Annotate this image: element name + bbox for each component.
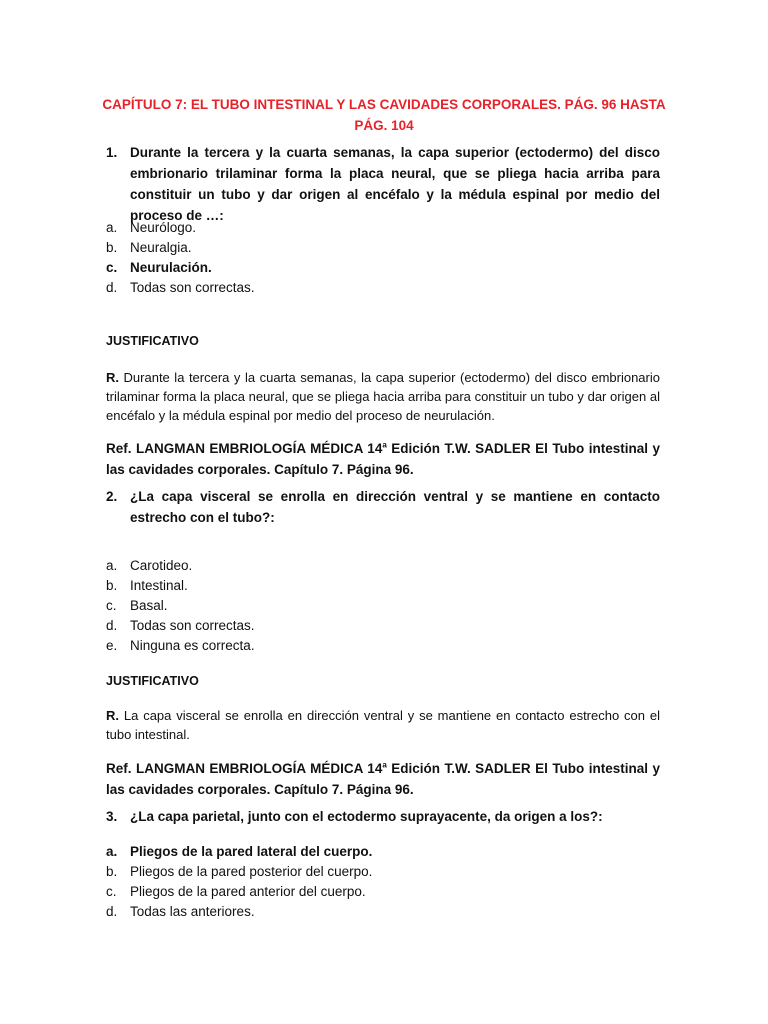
option-item	[106, 862, 650, 882]
option-letter: d.	[106, 280, 118, 295]
reference-text-a: Ref. LANGMAN EMBRIOLOGÍA MÉDICA 14	[106, 441, 383, 456]
option-text: Intestinal.	[130, 578, 188, 593]
option-letter: b.	[106, 240, 118, 255]
option-letter: a.	[106, 558, 118, 573]
option-text: Pliegos de la pared anterior del cuerpo.	[130, 884, 366, 899]
option-text: Todas son correctas.	[130, 280, 255, 295]
answer-prefix: R.	[106, 370, 119, 385]
option-text: Ninguna es correcta.	[130, 638, 255, 653]
reference-superscript: a	[382, 440, 387, 450]
answer-prefix: R.	[106, 708, 119, 723]
option-letter: a.	[106, 844, 118, 859]
option-text: Neurólogo.	[130, 220, 197, 235]
option-item	[106, 218, 650, 238]
option-item	[106, 576, 650, 596]
option-text: Todas las anteriores.	[130, 904, 255, 919]
answer-1	[106, 368, 660, 425]
question-text: ¿La capa visceral se enrolla en dirección ventral y se mantiene en contacto estrecho con el tubo?:	[130, 489, 660, 525]
question-number: 2.	[106, 489, 118, 504]
question-3	[106, 806, 660, 827]
option-text: Pliegos de la pared lateral del cuerpo.	[130, 844, 373, 859]
option-text: Todas son correctas.	[130, 618, 255, 633]
options-list-3	[106, 842, 650, 922]
question-text: Durante la tercera y la cuarta semanas, la capa superior (ectodermo) del disco embrionario trilaminar forma la placa neural, que se pliega hacia arriba para constituir un tubo y dar origen al encéfalo y la médula espinal por medio del proceso de …:	[130, 145, 660, 223]
option-item	[106, 596, 650, 616]
justification-label: JUSTIFICATIVO	[106, 334, 199, 348]
options-list-1	[106, 218, 650, 298]
option-text: Pliegos de la pared posterior del cuerpo.	[130, 864, 373, 879]
reference-text-b: Edición T.W. SADLER El Tubo intestinal y las cavidades corporales. Capítulo 7. Página 96.	[106, 441, 660, 477]
option-item	[106, 902, 650, 922]
option-text: Carotideo.	[130, 558, 193, 573]
answer-text: La capa visceral se enrolla en dirección ventral y se mantiene en contacto estrecho con el tubo intestinal.	[106, 708, 660, 742]
option-text: Basal.	[130, 598, 168, 613]
option-item	[106, 616, 650, 636]
option-letter: c.	[106, 598, 117, 613]
question-1	[106, 142, 660, 226]
option-letter: b.	[106, 578, 118, 593]
question-text: ¿La capa parietal, junto con el ectodermo suprayacente, da origen a los?:	[130, 809, 603, 824]
option-letter: c.	[106, 884, 117, 899]
option-item	[106, 556, 650, 576]
option-letter: b.	[106, 864, 118, 879]
option-letter: d.	[106, 618, 118, 633]
option-item-correct	[106, 258, 650, 278]
question-2	[106, 486, 660, 528]
answer-2	[106, 706, 660, 744]
reference-text-b: Edición T.W. SADLER El Tubo intestinal y las cavidades corporales. Capítulo 7. Página 96.	[106, 761, 660, 797]
options-list-2	[106, 556, 650, 656]
option-letter: a.	[106, 220, 118, 235]
option-item	[106, 636, 650, 656]
question-number: 1.	[106, 145, 118, 160]
reference-2	[106, 758, 660, 800]
option-letter: e.	[106, 638, 118, 653]
option-letter: d.	[106, 904, 118, 919]
reference-superscript: a	[382, 760, 387, 770]
option-letter: c.	[106, 260, 118, 275]
option-text: Neurulación.	[130, 260, 212, 275]
option-item	[106, 882, 650, 902]
justification-label: JUSTIFICATIVO	[106, 674, 199, 688]
answer-text: Durante la tercera y la cuarta semanas, la capa superior (ectodermo) del disco embrionario trilaminar forma la placa neural, que se pliega hacia arriba para constituir un tubo y dar origen al encéfalo y la médula espinal por medio del proceso de neurulación.	[106, 370, 660, 423]
option-item	[106, 238, 650, 258]
option-item-correct	[106, 842, 650, 862]
option-text: Neuralgia.	[130, 240, 192, 255]
option-item	[106, 278, 650, 298]
reference-1	[106, 438, 660, 480]
chapter-title: CAPÍTULO 7: EL TUBO INTESTINAL Y LAS CAVIDADES CORPORALES. PÁG. 96 HASTA PÁG. 104	[102, 97, 666, 133]
reference-text-a: Ref. LANGMAN EMBRIOLOGÍA MÉDICA 14	[106, 761, 383, 776]
question-number: 3.	[106, 809, 118, 824]
